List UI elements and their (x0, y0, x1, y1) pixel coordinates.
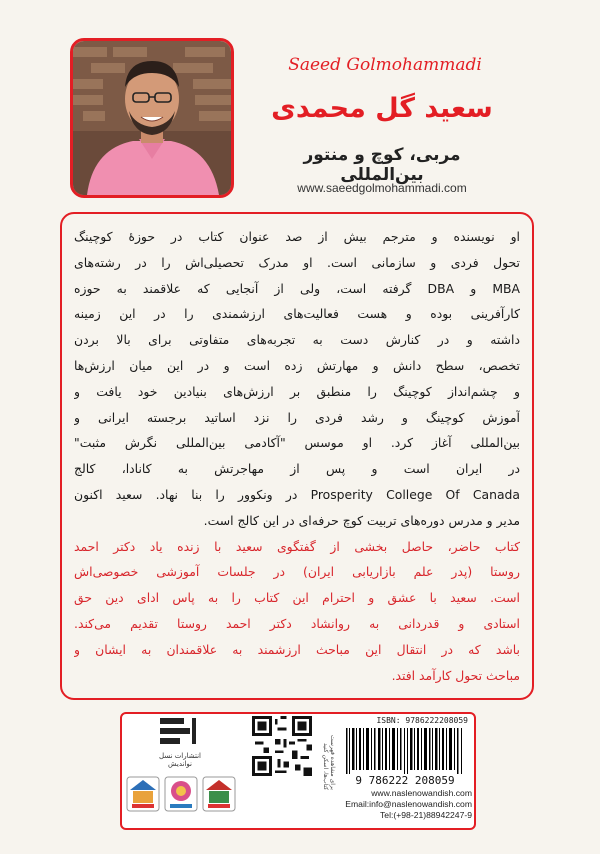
bio-line: داشته و در کنارش دست به تجربه‌های متفاوتی برای بالا بردن (74, 332, 520, 348)
bio-line: Prosperity College Of Canada در ونکوور را بنا نهاد. سعید اکنون (74, 486, 520, 502)
bio-line: تخصص، سطح دانش و مهارتش زده است و در این میان ارزش‌ها (74, 357, 520, 373)
bio-line: کارآفرینی بوده و هست فعالیت‌های ارزشمندی را در این زمینه (74, 306, 520, 322)
dedication-line: مباحث تحول کارآمد افتد. (391, 667, 520, 683)
qr-code-icon[interactable] (252, 716, 312, 776)
award-badge-icon (202, 776, 236, 812)
bio-line: MBA و DBA گرفته است، ولی از آنجایی که علاقمند به حوزه (74, 280, 520, 296)
author-title: مربی، کوچ و منتور بین‌المللی (303, 145, 461, 185)
qr-scan-note: برای مشاهده فهرست کتاب‌ها، اسکن کنید (322, 735, 336, 790)
publisher-phone: Tel:(+98-21)88942247-9 (380, 810, 472, 820)
biography-box (60, 212, 534, 700)
dedication-line: کتاب حاضر، حاصل بخشی از گفتگوی سعید با زنده یاد دکتر احمد (74, 538, 520, 554)
publisher-email[interactable]: Email:info@naslenowandish.com (345, 799, 472, 809)
bio-line: و چشم‌انداز کوچینگ را منطبق بر ارزش‌های بنیادین خود یافت و (74, 383, 520, 399)
award-badge-icon (126, 776, 160, 812)
dedication-line: باشد که در انتقال این مباحث ارزشمند به علاقمندان به ایشان و (74, 641, 520, 657)
publisher-website[interactable]: www.naslenowandish.com (371, 788, 472, 798)
bio-line: در ایران است و پس از مهاجرتش به کانادا، کالج (74, 461, 520, 477)
bio-line: آموزش کوچینگ و رشد فردی را نزد اساتید برجسته ایرانی و (74, 409, 520, 425)
publisher-logo-icon (158, 716, 198, 746)
dedication-line: است. سعید با عشق و احترام این کتاب را به پاس ادای دین حق (74, 590, 520, 606)
dedication-line: روستا (پدر علم بازاریابی ایران) در جلسات آموزشی خصوصی‌اش (74, 564, 520, 580)
author-name-english: Saeed Golmohammadi (288, 55, 482, 75)
author-photo (70, 38, 234, 198)
author-website[interactable]: www.saeedgolmohammadi.com (297, 181, 467, 195)
bio-line: تحول فردی و سازمانی است. او مدرک تحصیلی‌اش را در رشته‌های (74, 254, 520, 270)
bio-line: او نویسنده و مترجم بیش از صد عنوان کتاب در حوزهٔ کوچینگ (74, 229, 520, 244)
award-badge-icon (164, 776, 198, 812)
bio-line: بین‌المللی آغاز کرد. او موسس "آکادمی بین‌المللی نگرش مثبت" (74, 435, 520, 451)
isbn-label: ISBN: 9786222208059 (376, 716, 468, 725)
author-name-persian: سعید گل محمدی (271, 93, 493, 124)
dedication-line: استادی و قدردانی به روانشاد دکتر احمد روستا تقدیم می‌کند. (74, 615, 520, 631)
isbn-barcode-icon (344, 728, 466, 774)
isbn-digits: 9 786222 208059 (355, 774, 455, 787)
bio-line: مدیر و مدرس دوره‌های تربیت کوچ حرفه‌ای در این کالج است. (203, 512, 520, 528)
publisher-name: انتشارات نسل نواندیش (158, 752, 202, 768)
